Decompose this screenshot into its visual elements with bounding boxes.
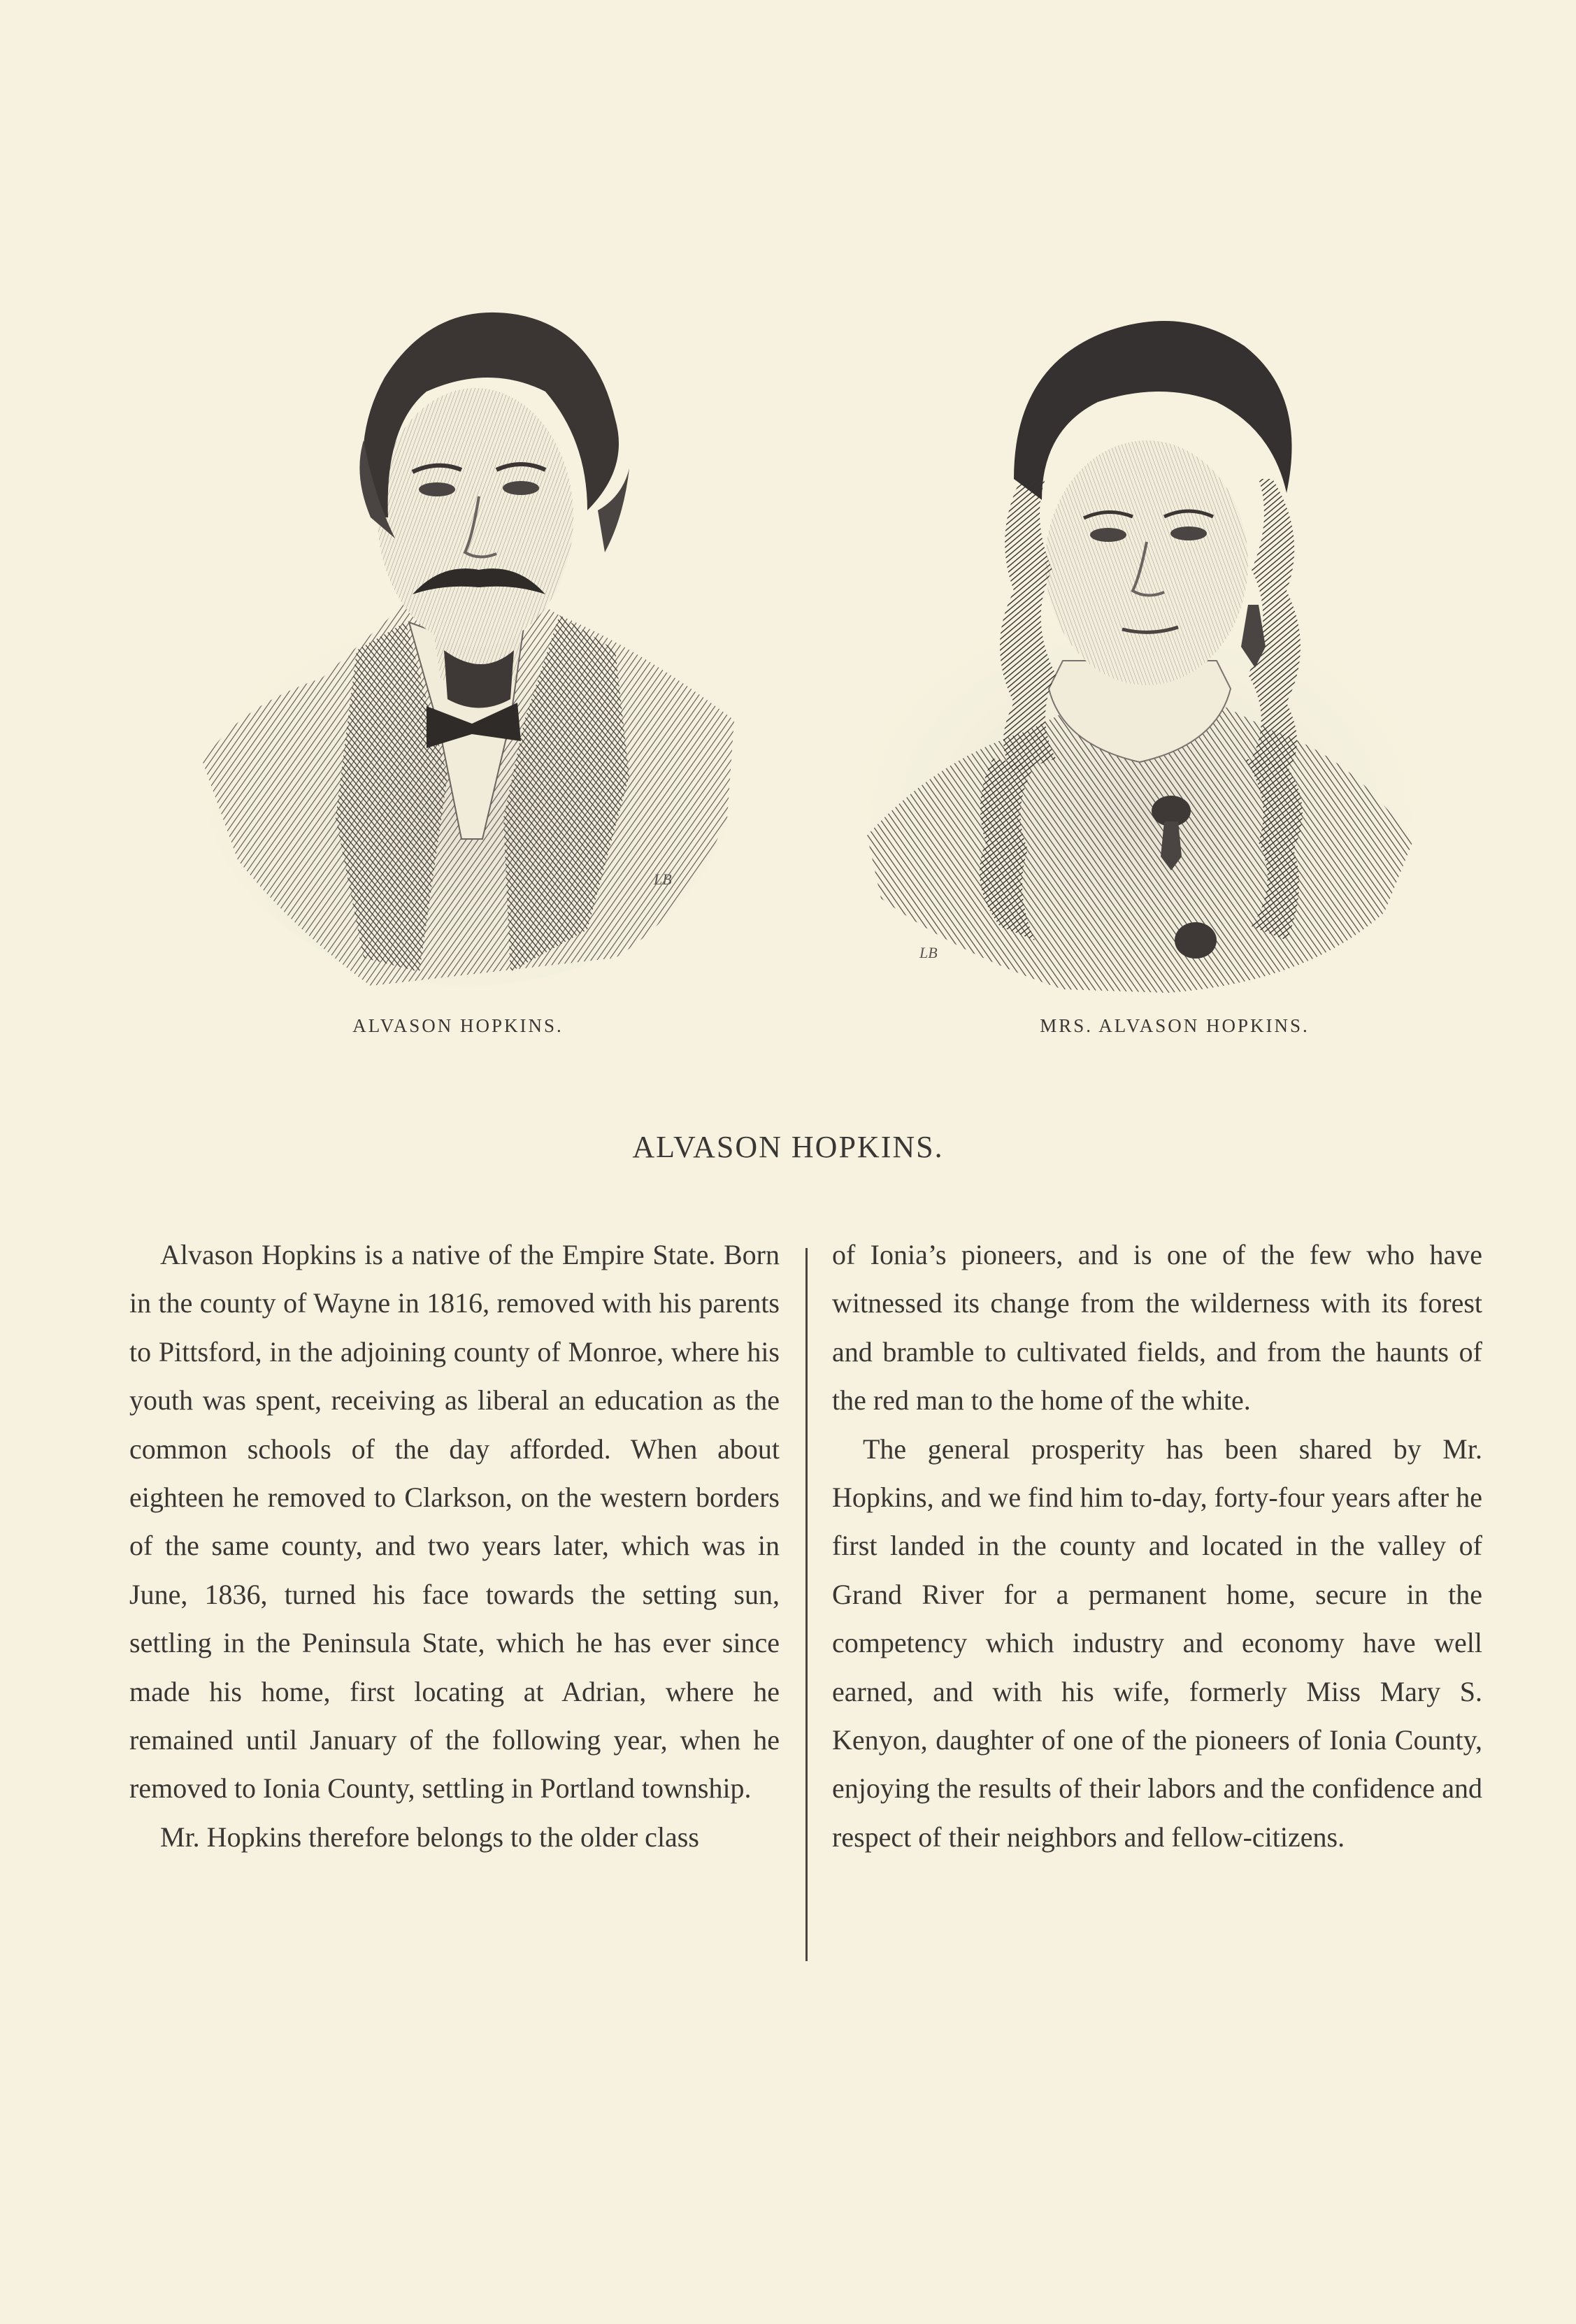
article-column-left	[129, 1231, 780, 1861]
portrait-engraving-alvason-hopkins	[196, 287, 748, 993]
article-title: ALVASON HOPKINS.	[632, 1130, 944, 1164]
portrait-caption-alvason-hopkins: ALVASON HOPKINS.	[352, 1015, 564, 1036]
article-column-right	[832, 1231, 1482, 1861]
svg-text:LB: LB	[654, 870, 672, 888]
paragraph: The general prosperity has been shared by Mr. Hopkins, and we find him to-day, forty-four years after he first landed in the county and located in the valley of Grand River for a permanent home, secure in the competency which industry and economy have well earned, and with his wife, formerly Miss Mary S. Kenyon, daughter of one of the pioneers of Ionia County, enjoying the results of their labors and the confidence and respect of their neighbors and fellow-citizens.	[832, 1433, 1482, 1853]
paragraph: Mr. Hopkins therefore belongs to the older class	[160, 1821, 699, 1853]
svg-text:LB: LB	[919, 944, 938, 961]
paragraph: Alvason Hopkins is a native of the Empire State. Born in the county of Wayne in 1816, removed with his parents to Pittsford, in the adjoining county of Monroe, where his youth was spent, receiving as liberal an education as the common schools of the day afforded. When about eighteen he removed to Clarkson, on the western borders of the same county, and two years later, which was in June, 1836, turned his face towards the setting sun, settling in the Peninsula State, which he has ever since made his home, first locating at Adrian, where he remained until January of the following year, when he removed to Ionia County, settling in Portland township.	[129, 1239, 780, 1805]
portrait-engraving-mrs-alvason-hopkins	[853, 269, 1426, 996]
column-divider	[805, 1248, 808, 1961]
portrait-caption-mrs-alvason-hopkins: MRS. ALVASON HOPKINS.	[1040, 1015, 1310, 1036]
paragraph: of Ionia’s pioneers, and is one of the few who have witnessed its change from the wilderness with its forest and bramble to cultivated fields, and from the haunts of the red man to the home of the white.	[832, 1239, 1482, 1416]
